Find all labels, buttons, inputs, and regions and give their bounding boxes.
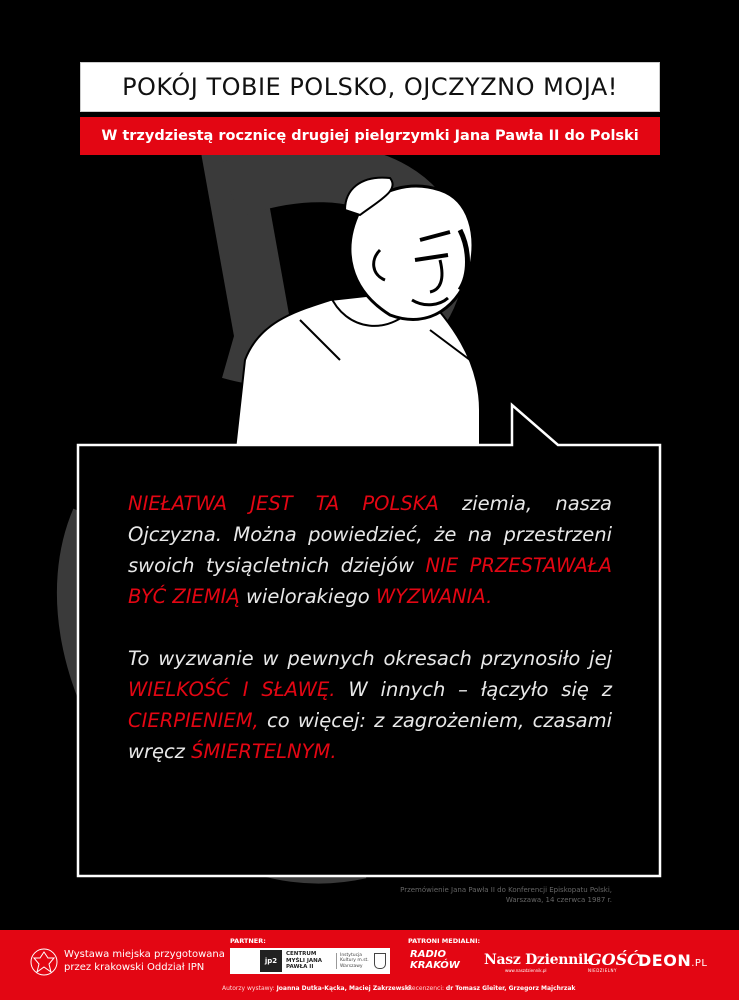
reviewers-label: Recenzenci: — [408, 985, 446, 992]
partner-logo-box — [230, 948, 390, 974]
deon-text: DEON — [638, 951, 692, 970]
reviewers-credit — [408, 985, 575, 992]
quote-highlight: ŚMIERTELNYM. — [191, 740, 337, 763]
reviewers-names: dr Tomasz Gleiter, Grzegorz Majchrzak — [445, 985, 576, 992]
nasz-dziennik-sub: www.naszdziennik.pl — [505, 968, 547, 973]
quote-text: co więcej: z zagrożeniem, czasami wręcz — [128, 709, 612, 763]
authors-names: Joanna Dutka-Kącka, Maciej Zakrzewski — [276, 985, 411, 992]
ipn-eagle-icon — [30, 946, 58, 978]
radio-krakow-logo — [410, 949, 460, 971]
exhibition-line-1: Wystawa miejska przygotowana — [64, 949, 225, 960]
partner-sub: Instytucja Kultury m.st. Warszawy — [336, 953, 370, 970]
quote-text: To wyzwanie w pewnych okresach przynosiło jej — [128, 647, 612, 670]
exhibition-info — [64, 948, 225, 974]
radio-logo-line-2: KRAKÓW — [410, 960, 460, 971]
exhibition-line-2: przez krakowski Oddział IPN — [64, 962, 205, 973]
authors-label: Autorzy wystawy: — [222, 985, 277, 992]
quote-source — [400, 885, 612, 905]
page-title: POKÓJ TOBIE POLSKO, OJCZYZNO MOJA! — [122, 73, 618, 101]
jp2-logo: jp2 — [260, 950, 282, 972]
deon-logo — [638, 951, 707, 970]
quote-text: W innych – łączyło się z — [335, 678, 612, 701]
quote-text: ziemia, nasza Ojczyzna. Można powiedzieć, że na przestrzeni swoich tysiącletnich dziejów — [128, 492, 612, 577]
partner-name: CENTRUM MYŚLI JANA PAWŁA II — [286, 951, 323, 971]
source-line-1: Przemówienie Jana Pawła II do Konferencji Episkopatu Polski, — [400, 886, 612, 894]
quote-highlight: NIEŁATWA JEST TA POLSKA — [128, 492, 439, 515]
nasz-dziennik-logo: Nasz Dziennik — [484, 952, 593, 968]
warsaw-crest-icon — [374, 953, 386, 969]
quote-highlight: WIELKOŚĆ I SŁAWĘ. — [128, 678, 336, 701]
authors-credit — [222, 985, 411, 992]
gosc-niedzielny-sub: NIEDZIELNY — [588, 968, 617, 973]
quote-highlight: CIERPIENIEM, — [128, 709, 259, 732]
quote-paragraph-1 — [128, 488, 612, 612]
quote-highlight: WYZWANIA. — [375, 585, 493, 608]
quote-paragraph-2 — [128, 643, 612, 767]
quote-text: wielorakiego — [239, 585, 376, 608]
partner-label: PARTNER: — [230, 937, 266, 945]
page-subtitle: W trzydziestą rocznicę drugiej pielgrzymki Jana Pawła II do Polski — [101, 128, 639, 144]
radio-logo-line-1: RADIO — [410, 949, 446, 960]
deon-suffix: .PL — [691, 958, 708, 969]
quote-block — [128, 488, 612, 798]
source-line-2: Warszawa, 14 czerwca 1987 r. — [505, 896, 612, 904]
gosc-niedzielny-logo: GOŚĆ — [588, 950, 640, 969]
media-patrons-label: PATRONI MEDIALNI: — [408, 937, 481, 945]
quote-highlight: NIE PRZESTAWAŁA BYĆ ZIEMIĄ — [128, 554, 612, 608]
